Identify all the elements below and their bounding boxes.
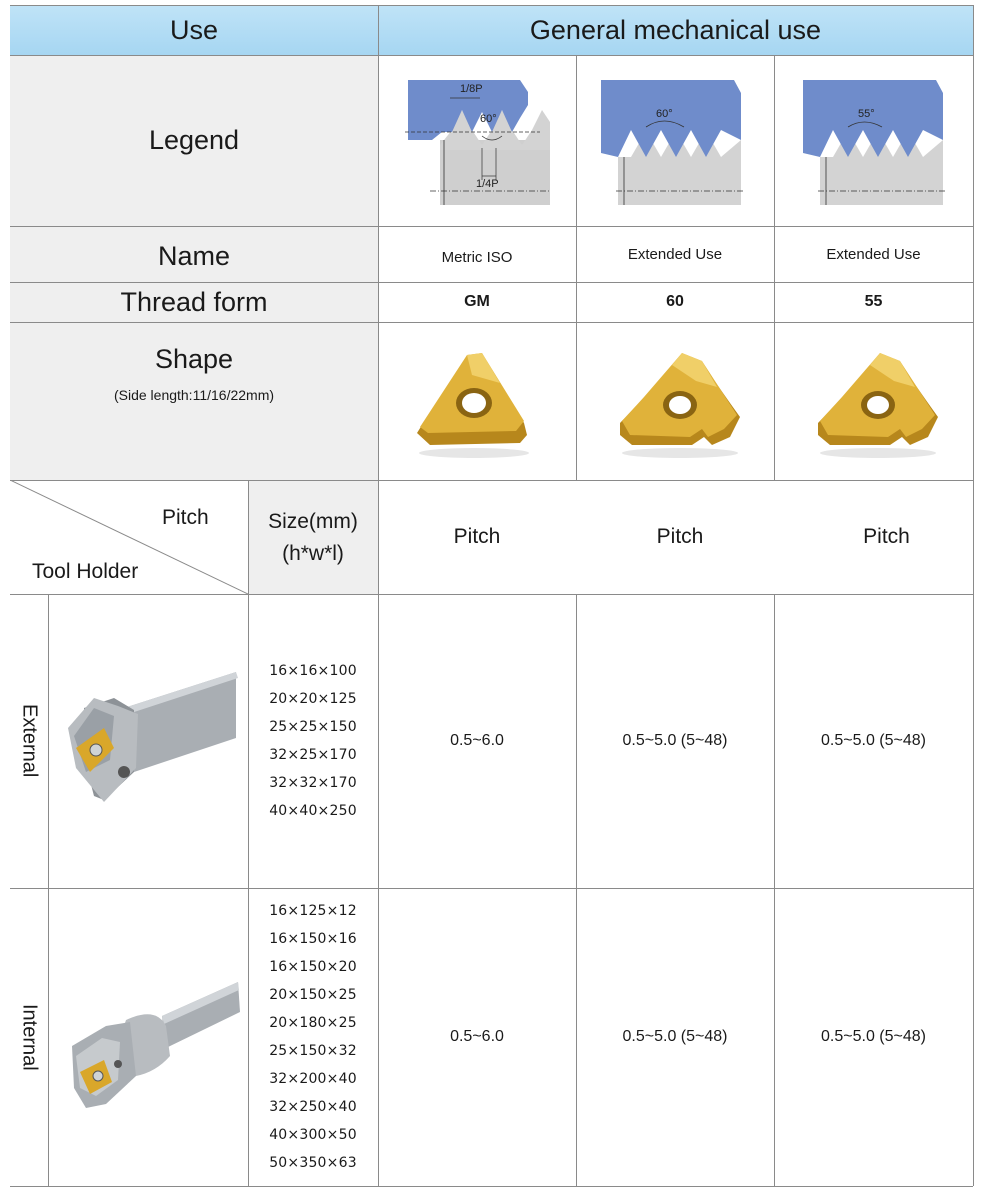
metric-bottom-text: 1/4P [476,178,499,190]
thread-form-55: 55 [864,293,883,310]
grid-line [10,226,973,227]
external-holder-image [64,668,240,803]
size-header-line1: Size(mm) [268,510,358,533]
grid-line [10,594,973,595]
grid-line [10,282,973,283]
internal-pitch-ext60: 0.5~5.0 (5~48) [622,1028,728,1045]
thread-form-label: Thread form [120,286,268,317]
pitch-header-ext55: Pitch [863,525,910,548]
metric-angle-text: 60° [480,113,497,125]
grid-line [10,55,973,56]
diag-pitch-label: Pitch [162,506,209,529]
internal-size-list [269,897,357,1177]
grid-line [576,594,577,1186]
insert-ext60-image [612,345,747,460]
internal-size-item: 25×150×32 [269,1043,357,1059]
external-size-item: 20×20×125 [269,691,357,707]
ext55-thread-diagram [798,75,948,210]
internal-sizes-cell [248,888,378,1186]
internal-size-item: 16×150×16 [269,931,357,947]
internal-pitch-metric: 0.5~6.0 [450,1028,504,1045]
internal-size-item: 32×200×40 [269,1071,357,1087]
insert-gm-image [412,345,537,460]
name-label-cell [10,226,378,282]
internal-size-item: 40×300×50 [269,1127,357,1143]
external-size-item: 32×25×170 [269,747,357,763]
grid-line [10,480,973,481]
shape-label-cell [10,322,378,480]
use-header-label: Use [169,15,218,45]
size-header-line2: (h*w*l) [282,542,344,565]
name-label: Name [157,240,231,271]
use-header [10,6,378,55]
pitch-header-ext60: Pitch [656,525,704,548]
internal-size-item: 20×180×25 [269,1015,357,1031]
internal-size-item: 20×150×25 [269,987,357,1003]
size-header [248,506,378,570]
external-pitch-metric: 0.5~6.0 [450,732,504,749]
grid-line [248,480,249,1186]
diag-tool-holder-label: Tool Holder [32,560,139,583]
internal-size-item: 16×125×12 [269,903,357,919]
grid-line [378,5,379,1186]
external-size-list [269,657,357,825]
external-label: External [18,704,41,778]
internal-label-cell [10,888,48,1186]
name-value-metric: Metric ISO [441,248,513,266]
shape-label: Shape [154,344,234,374]
metric-top-text: 1/8P [460,83,483,95]
grid-line [48,594,49,1186]
shape-sub-label: (Side length:11/16/22mm) [113,387,275,403]
ext60-angle-text: 60° [656,108,673,120]
external-pitch-ext60: 0.5~5.0 (5~48) [622,732,728,749]
external-size-item: 32×32×170 [269,775,357,791]
internal-label: Internal [18,1003,41,1071]
internal-holder-image [66,976,242,1116]
grid-line [576,55,577,480]
grid-line [10,5,973,6]
internal-size-item: 50×350×63 [269,1155,357,1171]
grid-line [10,322,973,323]
internal-size-item: 16×150×20 [269,959,357,975]
external-size-item: 25×25×150 [269,719,357,735]
insert-ext55-image [810,345,945,460]
name-value-ext60: Extended Use [627,245,723,263]
legend-label-cell [10,55,378,226]
legend-label: Legend [148,125,240,155]
metric-thread-diagram [400,70,560,210]
grid-line [973,5,974,1186]
thread-form-60: 60 [666,293,684,310]
thread-form-gm: GM [464,293,490,310]
general-use-label: General mechanical use [529,15,822,45]
external-label-cell [10,594,48,888]
grid-line [10,1186,973,1187]
pitch-header-metric: Pitch [453,525,501,548]
grid-line [774,55,775,480]
external-pitch-ext55: 0.5~5.0 (5~48) [821,732,926,749]
grid-line [774,594,775,1186]
general-use-header [378,6,973,55]
thread-form-label-cell [10,282,378,322]
internal-size-item: 32×250×40 [269,1099,357,1115]
ext55-angle-text: 55° [858,108,875,120]
grid-line [10,888,973,889]
external-size-item: 40×40×250 [269,803,357,819]
internal-pitch-ext55: 0.5~5.0 (5~48) [821,1028,926,1045]
external-size-item: 16×16×100 [269,663,357,679]
external-sizes-cell [248,594,378,888]
name-value-ext55: Extended Use [826,245,921,263]
ext60-thread-diagram [596,75,746,210]
